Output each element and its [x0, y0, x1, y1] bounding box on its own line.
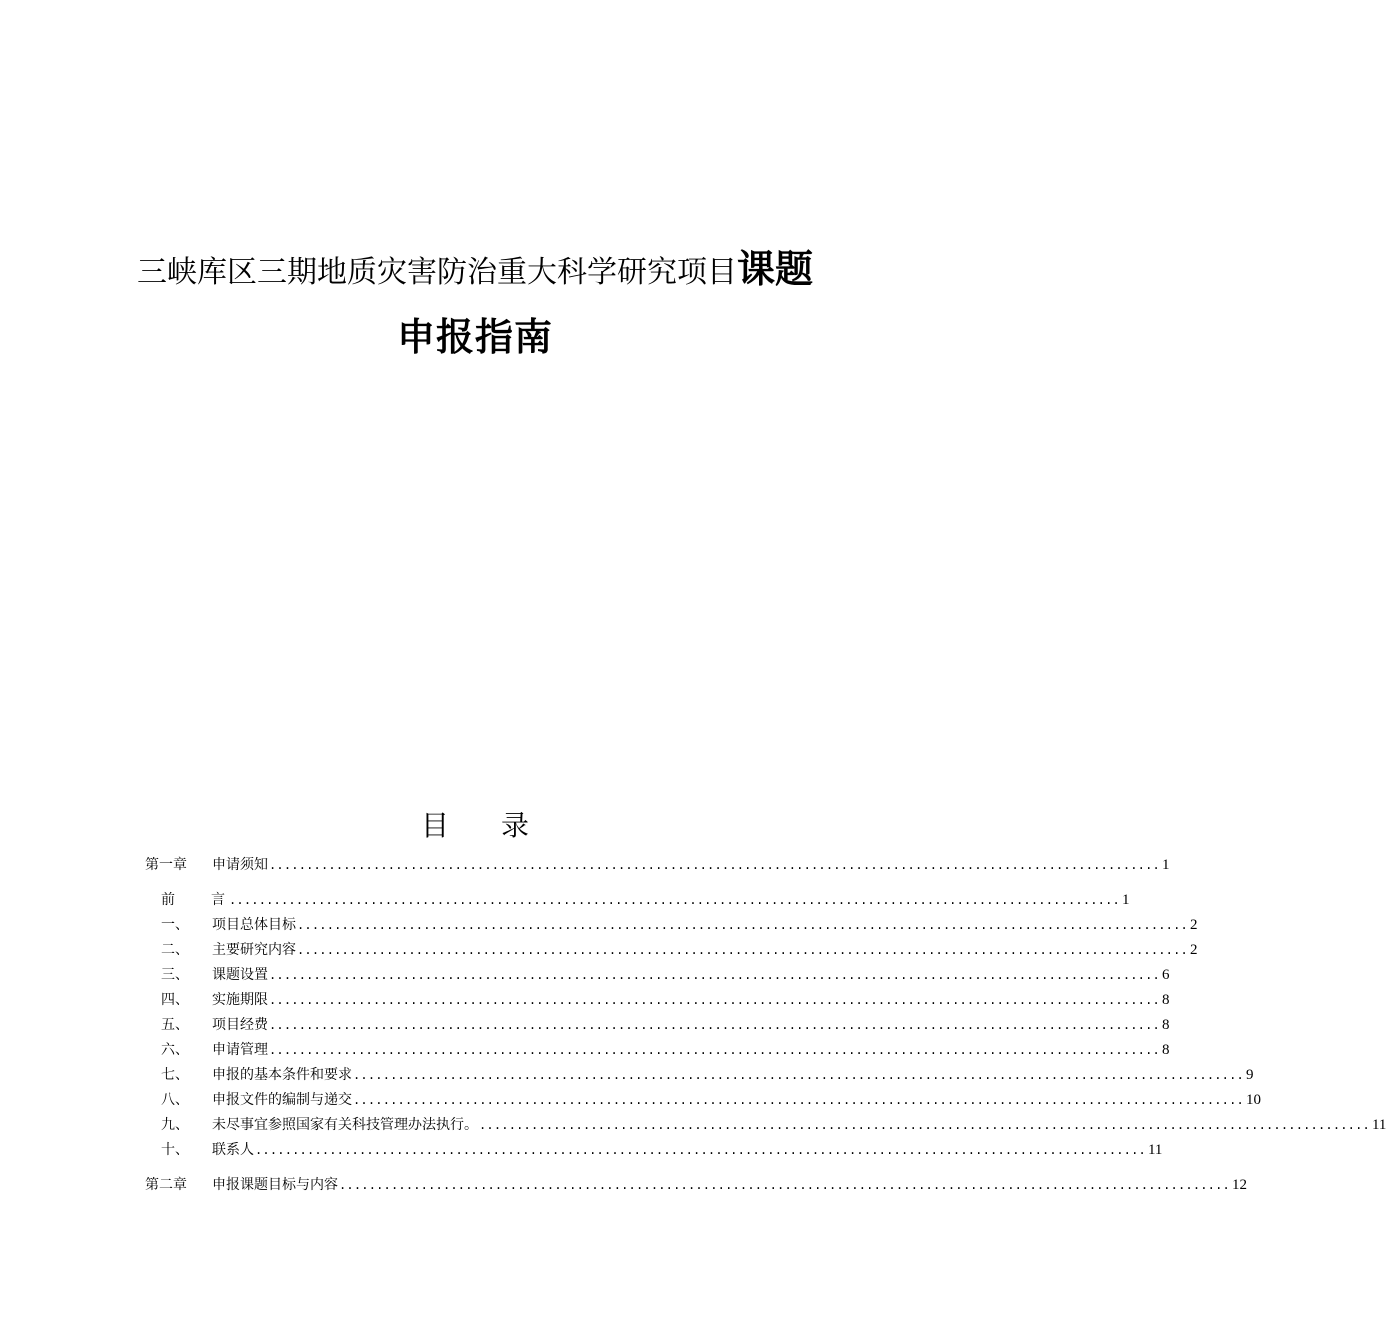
toc-entry-number: 七、: [161, 1067, 189, 1083]
toc-entry-number: 九、: [161, 1117, 189, 1133]
toc-entry-page: 8: [1161, 1017, 1170, 1033]
toc-heading: 目录: [420, 809, 581, 842]
toc-entry-number: 三、: [161, 967, 189, 983]
toc-entry-section-7[interactable]: [145, 1064, 1254, 1086]
toc-entry-label: 未尽事宜参照国家有关科技管理办法执行。: [212, 1117, 478, 1133]
toc-entry-chapter-2[interactable]: [145, 1174, 1247, 1196]
toc-entry-number: 第二章: [145, 1177, 187, 1193]
toc-entry-label: 申请管理: [212, 1042, 268, 1058]
toc-entry-label: 主要研究内容: [212, 942, 296, 958]
toc-entry-page: 12: [1231, 1177, 1247, 1193]
toc-entry-section-3[interactable]: [145, 964, 1170, 986]
title-regular-part: 三峡库区三期地质灾害防治重大科学研究项目: [136, 255, 737, 290]
toc-entry-number: 二、: [161, 942, 189, 958]
toc-entry-number: 四、: [161, 992, 189, 1008]
toc-entry-section-10[interactable]: [145, 1139, 1163, 1161]
toc-entry-label: 申报课题目标与内容: [212, 1177, 338, 1193]
toc-leader-dots: ........................................................................................................................: [353, 1068, 1244, 1082]
toc-entry-label: 联系人: [212, 1142, 254, 1158]
toc-leader-dots: ........................................................................................................................: [297, 943, 1188, 957]
toc-entry-label: 课题设置: [212, 967, 268, 983]
toc-entry-section-6[interactable]: [145, 1039, 1170, 1061]
toc-entry-section-5[interactable]: [145, 1014, 1170, 1036]
toc-leader-dots: ........................................................................................................................: [269, 968, 1160, 982]
toc-entry-label: 项目总体目标: [212, 917, 296, 933]
toc-entry-number: 六、: [161, 1042, 189, 1058]
toc-entry-label: 申请须知: [212, 857, 268, 873]
toc-entry-number: 第一章: [145, 857, 187, 873]
toc-entry-page: 8: [1161, 992, 1170, 1008]
toc-entry-page: 2: [1189, 942, 1198, 958]
toc-entry-page: 11: [1371, 1117, 1386, 1133]
toc-entry-page: 10: [1245, 1092, 1261, 1108]
toc-entry-page: 2: [1189, 917, 1198, 933]
document-title-line-2: 申报指南: [396, 315, 553, 359]
toc-entry-number: 十、: [161, 1142, 189, 1158]
toc-entry-label: 申报文件的编制与递交: [212, 1092, 352, 1108]
toc-entry-page: 6: [1161, 967, 1170, 983]
toc-entry-section-8[interactable]: [145, 1089, 1261, 1111]
toc-entry-page: 8: [1161, 1042, 1170, 1058]
toc-entry-section-9[interactable]: [145, 1114, 1386, 1136]
toc-entry-section-4[interactable]: [145, 989, 1170, 1011]
toc-entry-page: 1: [1121, 892, 1130, 908]
toc-entry-number: 五、: [161, 1017, 189, 1033]
toc-leader-dots: ........................................................................................................................: [297, 918, 1188, 932]
toc-entry-number: 前 言: [161, 892, 225, 908]
toc-leader-dots: ........................................................................................................................: [339, 1178, 1230, 1192]
toc-entry-label: 申报的基本条件和要求: [212, 1067, 352, 1083]
toc-leader-dots: ........................................................................................................................: [479, 1118, 1370, 1132]
toc-entry-label: 项目经费: [212, 1017, 268, 1033]
toc-entry-number: 一、: [161, 917, 189, 933]
toc-leader-dots: ........................................................................................................................: [269, 1018, 1160, 1032]
toc-entry-number: 八、: [161, 1092, 189, 1108]
toc-entry-preface[interactable]: [145, 889, 1130, 911]
toc-leader-dots: ........................................................................................................................: [269, 858, 1160, 872]
document-title-line-1: [0, 244, 950, 298]
toc-leader-dots: ........................................................................................................................: [229, 893, 1120, 907]
toc-entry-label: 实施期限: [212, 992, 268, 1008]
title-bold-part: 课题: [736, 247, 813, 291]
toc-entry-page: 1: [1161, 857, 1170, 873]
toc-leader-dots: ........................................................................................................................: [353, 1093, 1244, 1107]
toc-leader-dots: ........................................................................................................................: [269, 993, 1160, 1007]
toc-entry-chapter-1[interactable]: [145, 854, 1170, 876]
toc-entry-page: 11: [1147, 1142, 1163, 1158]
toc-leader-dots: ........................................................................................................................: [269, 1043, 1160, 1057]
toc-entry-page: 9: [1245, 1067, 1254, 1083]
toc-entry-section-2[interactable]: [145, 939, 1198, 961]
toc-entry-section-1[interactable]: [145, 914, 1198, 936]
toc-leader-dots: ........................................................................................................................: [255, 1143, 1146, 1157]
